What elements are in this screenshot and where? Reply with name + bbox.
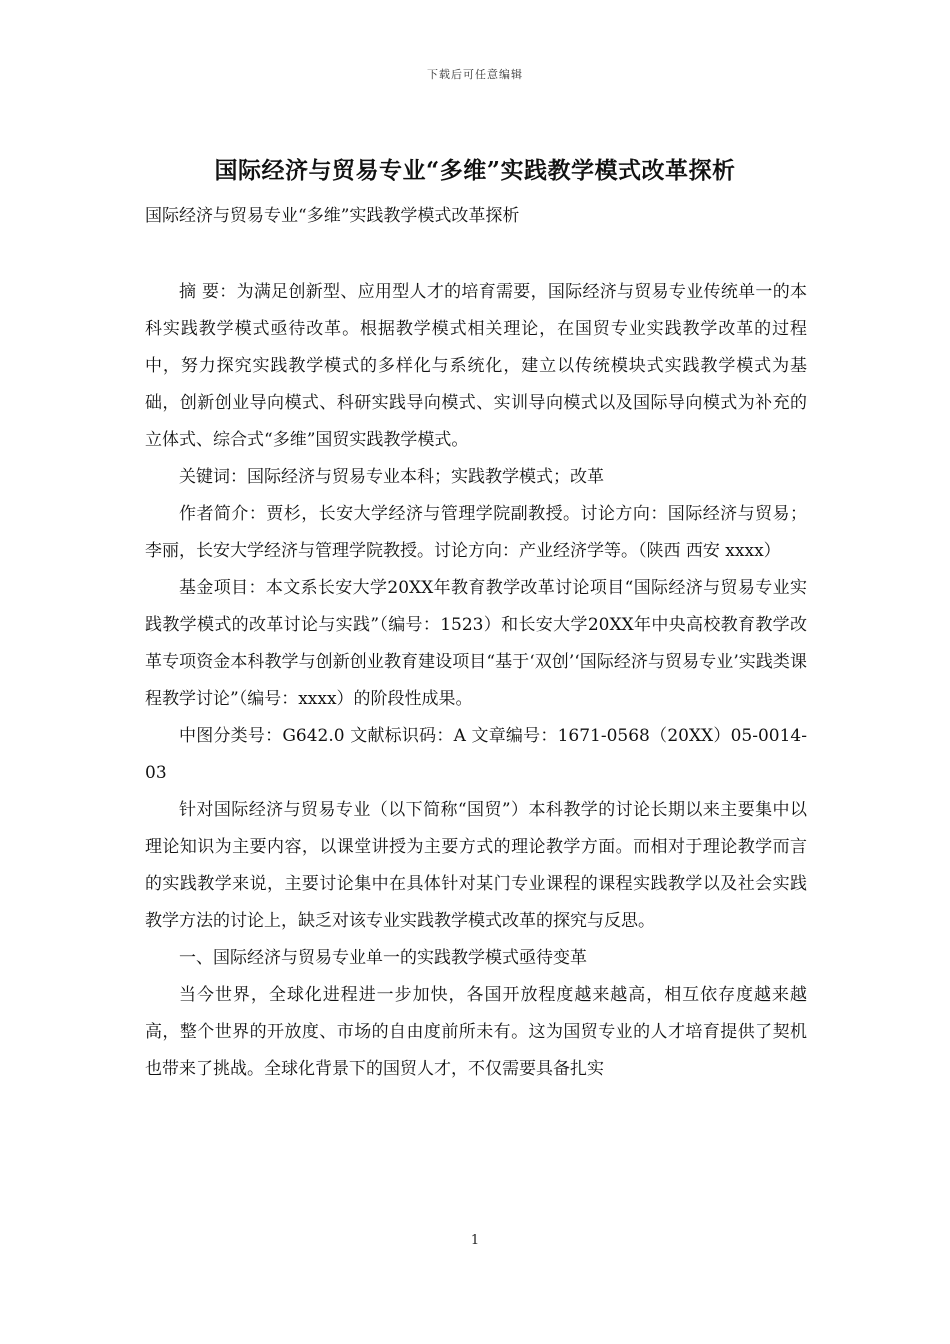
page-header-note: 下载后可任意编辑 (427, 68, 523, 81)
author-info-paragraph: 作者简介：贾杉，长安大学经济与管理学院副教授。讨论方向：国际经济与贸易；李丽，长安大学经济与管理学院教授。讨论方向：产业经济学等。（陕西 西安 xxxx） (145, 504, 807, 561)
section-heading: 一、国际经济与贸易专业单一的实践教学模式亟待变革 (179, 948, 587, 968)
document-title: 国际经济与贸易专业“多维”实践教学模式改革探析 (214, 157, 736, 184)
body-paragraph: 当今世界，全球化进程进一步加快，各国开放程度越来越高，相互依存度越来越高，整个世界的开放度、市场的自由度前所未有。这为国贸专业的人才培育提供了契机也带来了挑战。全球化背景下的国贸人才，不仅需要具备扎实 (145, 985, 807, 1079)
fund-project-paragraph: 基金项目：本文系长安大学20XX年教育教学改革讨论项目“国际经济与贸易专业实践教学模式的改革讨论与实践”（编号：1523）和长安大学20XX年中央高校教育教学改革专项资金本科教学与创新创业教育建设项目“基于‘双创’‘国际经济与贸易专业’实践类课程教学讨论”（编号：xxxx）的阶段性成果。 (145, 578, 807, 709)
classification-paragraph: 中图分类号：G642.0 文献标识码：A 文章编号：1671-0568（20XX）05-0014-03 (145, 726, 807, 783)
abstract-paragraph: 摘 要：为满足创新型、应用型人才的培育需要，国际经济与贸易专业传统单一的本科实践教学模式亟待改革。根据教学模式相关理论，在国贸专业实践教学改革的过程中，努力探究实践教学模式的多样化与系统化，建立以传统模块式实践教学模式为基础，创新创业导向模式、科研实践导向模式、实训导向模式以及国际导向模式为补充的立体式、综合式“多维”国贸实践教学模式。 (145, 282, 807, 450)
document-body (145, 198, 807, 1088)
introduction-paragraph: 针对国际经济与贸易专业（以下简称“国贸”）本科教学的讨论长期以来主要集中以理论知识为主要内容，以课堂讲授为主要方式的理论教学方面。而相对于理论教学而言的实践教学来说，主要讨论集中在具体针对某门专业课程的课程实践教学以及社会实践教学方法的讨论上，缺乏对该专业实践教学模式改革的探究与反思。 (145, 800, 807, 931)
keywords-paragraph: 关键词：国际经济与贸易专业本科；实践教学模式；改革 (179, 467, 604, 487)
page-number: 1 (470, 1233, 480, 1248)
document-subtitle: 国际经济与贸易专业“多维”实践教学模式改革探析 (145, 206, 520, 226)
